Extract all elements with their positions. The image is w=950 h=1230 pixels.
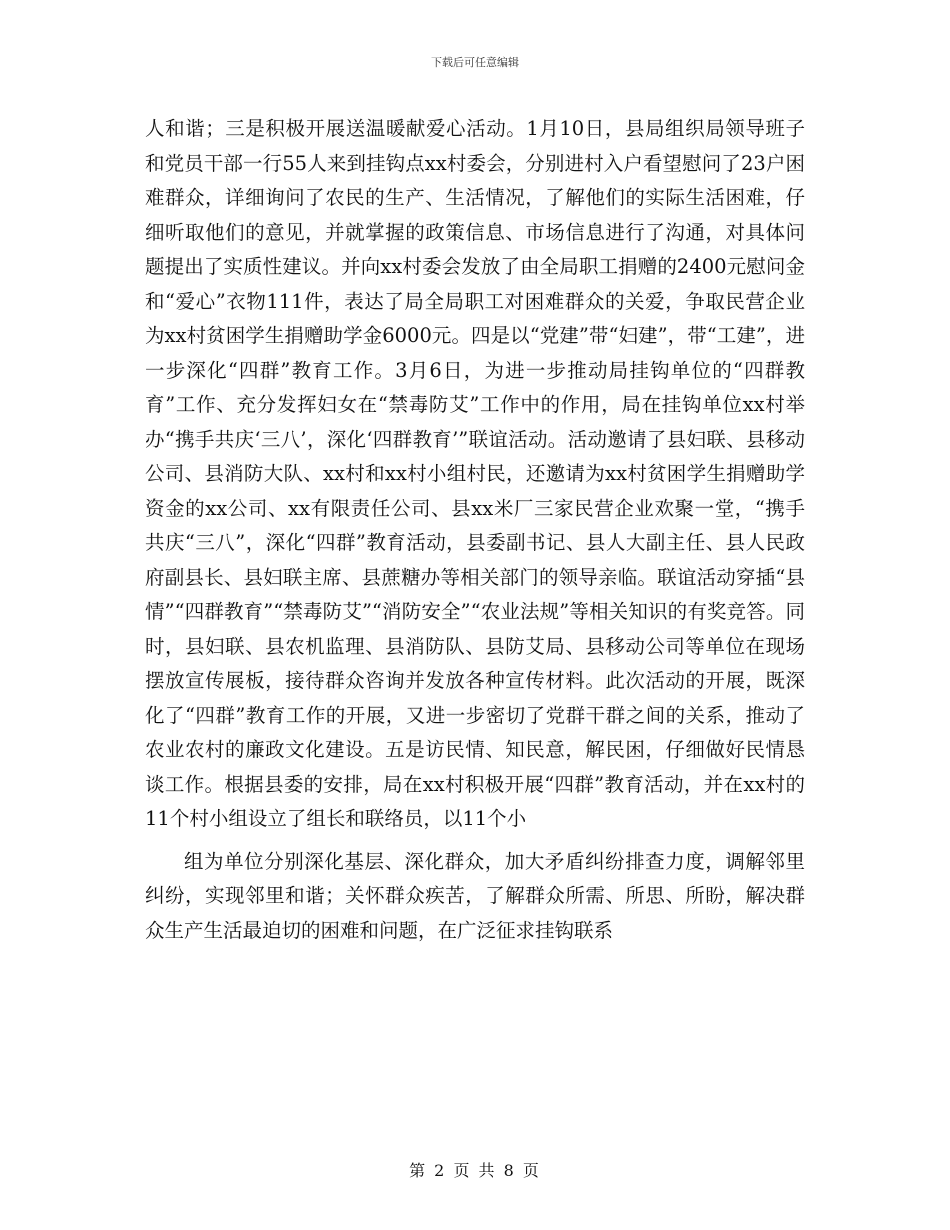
page-header: 下载后可任意编辑 (431, 56, 519, 69)
body-paragraph: 人和谐；三是积极开展送温暖献爱心活动。1月10日，县局组织局领导班子和党员干部一行55人来到挂钩点xx村委会，分别进村入户看望慰问了23户困难群众，详细询问了农民的生产、生活情况，了解他们的实际生活困难，仔细听取他们的意见，并就掌握的政策信息、市场信息进行了沟通，对具体问题提出了实质性建议。并向xx村委会发放了由全局职工捐赠的2400元慰问金和“爱心”衣物111件，表达了局全局职工对困难群众的关爱，争取民营企业为xx村贫困学生捐赠助学金6000元。四是以“党建”带“妇建”，带“工建”，进一步深化“四群”教育工作。3月6日，为进一步推动局挂钩单位的“四群教育”工作、充分发挥妇女在“禁毒防艾”工作中的作用，局在挂钩单位xx村举办“携手共庆‘三八’，深化‘四群教育’”联谊活动。活动邀请了县妇联、县移动公司、县消防大队、xx村和xx村小组村民，还邀请为xx村贫困学生捐赠助学资金的xx公司、xx有限责任公司、县xx米厂三家民营企业欢聚一堂，“携手共庆“三八”，深化“四群”教育活动，县委副书记、县人大副主任、县人民政府副县长、县妇联主席、县蔗糖办等相关部门的领导亲临。联谊活动穿插“县情”“四群教育”“禁毒防艾”“消防安全”“农业法规”等相关知识的有奖竞答。同时，县妇联、县农机监理、县消防队、县防艾局、县移动公司等单位在现场摆放宣传展板，接待群众咨询并发放各种宣传材料。此次活动的开展，既深化了“四群”教育工作的开展，又进一步密切了党群干群之间的关系，推动了农业农村的廉政文化建设。五是访民情、知民意，解民困，仔细做好民情恳谈工作。根据县委的安排，局在xx村积极开展“四群”教育活动，并在xx村的11个村小组设立了组长和联络员，以11个小 (145, 117, 805, 830)
page-number-footer: 第 2 页 共 8 页 (409, 1161, 541, 1180)
body-paragraph: 组为单位分别深化基层、深化群众，加大矛盾纠纷排查力度，调解邻里纠纷，实现邻里和谐；关怀群众疾苦，了解群众所需、所思、所盼，解决群众生产生活最迫切的困难和问题，在广泛征求挂钩联系 (145, 849, 805, 942)
document-body (145, 112, 805, 948)
